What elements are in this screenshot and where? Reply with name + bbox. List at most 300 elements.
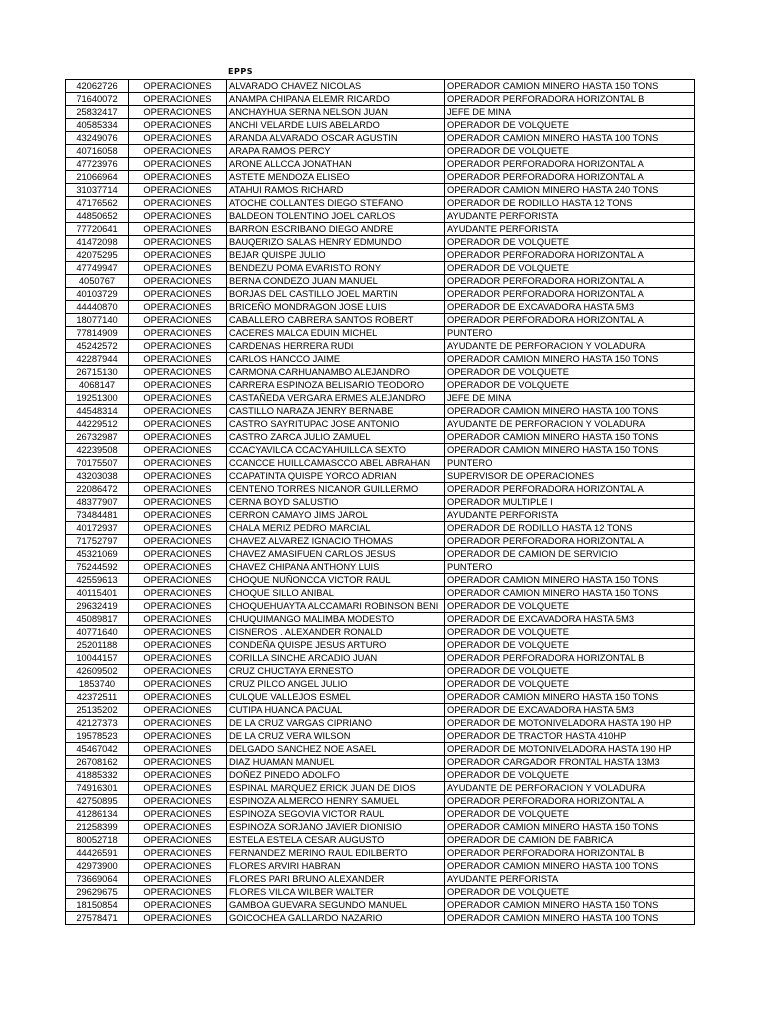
table-row[interactable] (66, 301, 695, 314)
position-cell[interactable]: OPERADOR PERFORADORA HORIZONTAL A (445, 171, 695, 184)
name-cell[interactable]: DELGADO SANCHEZ NOE ASAEL (227, 743, 445, 756)
name-cell[interactable]: CERRON CAMAYO JIMS JAROL (227, 509, 445, 522)
area-cell[interactable]: OPERACIONES (129, 210, 227, 223)
dni-cell[interactable]: 27578471 (66, 912, 129, 925)
position-cell[interactable]: OPERADOR CAMION MINERO HASTA 150 TONS (445, 574, 695, 587)
area-cell[interactable]: OPERACIONES (129, 405, 227, 418)
table-row[interactable] (66, 80, 695, 93)
area-cell[interactable]: OPERACIONES (129, 561, 227, 574)
area-cell[interactable]: OPERACIONES (129, 600, 227, 613)
position-cell[interactable]: AYUDANTE DE PERFORACION Y VOLADURA (445, 782, 695, 795)
area-cell[interactable]: OPERACIONES (129, 171, 227, 184)
position-cell[interactable]: OPERADOR DE VOLQUETE (445, 639, 695, 652)
table-row[interactable] (66, 769, 695, 782)
name-cell[interactable]: CHOQUE SILLO ANIBAL (227, 587, 445, 600)
name-cell[interactable]: BARRON ESCRIBANO DIEGO ANDRE (227, 223, 445, 236)
dni-cell[interactable]: 43203038 (66, 470, 129, 483)
name-cell[interactable]: GOICOCHEA GALLARDO NAZARIO (227, 912, 445, 925)
name-cell[interactable]: CRUZ PILCO ANGEL JULIO (227, 678, 445, 691)
area-cell[interactable]: OPERACIONES (129, 496, 227, 509)
position-cell[interactable]: AYUDANTE DE PERFORACION Y VOLADURA (445, 418, 695, 431)
area-cell[interactable]: OPERACIONES (129, 886, 227, 899)
area-cell[interactable]: OPERACIONES (129, 782, 227, 795)
area-cell[interactable]: OPERACIONES (129, 418, 227, 431)
dni-cell[interactable]: 47176562 (66, 197, 129, 210)
dni-cell[interactable]: 48377907 (66, 496, 129, 509)
dni-cell[interactable]: 80052718 (66, 834, 129, 847)
dni-cell[interactable]: 26732987 (66, 431, 129, 444)
dni-cell[interactable]: 40771640 (66, 626, 129, 639)
position-cell[interactable]: OPERADOR DE EXCAVADORA HASTA 5M3 (445, 613, 695, 626)
table-row[interactable] (66, 535, 695, 548)
position-cell[interactable]: OPERADOR PERFORADORA HORIZONTAL A (445, 249, 695, 262)
dni-cell[interactable]: 21066964 (66, 171, 129, 184)
position-cell[interactable]: OPERADOR PERFORADORA HORIZONTAL A (445, 158, 695, 171)
name-cell[interactable]: CASTILLO NARAZA JENRY BERNABE (227, 405, 445, 418)
name-cell[interactable]: CONDEÑA QUISPE JESUS ARTURO (227, 639, 445, 652)
table-row[interactable] (66, 119, 695, 132)
area-cell[interactable]: OPERACIONES (129, 444, 227, 457)
area-cell[interactable]: OPERACIONES (129, 587, 227, 600)
position-cell[interactable]: OPERADOR DE MOTONIVELADORA HASTA 190 HP (445, 717, 695, 730)
table-row[interactable] (66, 496, 695, 509)
name-cell[interactable]: ARANDA ALVARADO OSCAR AGUSTIN (227, 132, 445, 145)
area-cell[interactable]: OPERACIONES (129, 223, 227, 236)
table-row[interactable] (66, 691, 695, 704)
dni-cell[interactable]: 75244592 (66, 561, 129, 574)
dni-cell[interactable]: 42062726 (66, 80, 129, 93)
area-cell[interactable]: OPERACIONES (129, 145, 227, 158)
table-row[interactable] (66, 106, 695, 119)
dni-cell[interactable]: 42372511 (66, 691, 129, 704)
dni-cell[interactable]: 73484481 (66, 509, 129, 522)
area-cell[interactable]: OPERACIONES (129, 327, 227, 340)
dni-cell[interactable]: 45242572 (66, 340, 129, 353)
area-cell[interactable]: OPERACIONES (129, 379, 227, 392)
table-row[interactable] (66, 379, 695, 392)
position-cell[interactable]: OPERADOR DE VOLQUETE (445, 626, 695, 639)
area-cell[interactable]: OPERACIONES (129, 132, 227, 145)
name-cell[interactable]: FLORES PARI BRUNO ALEXANDER (227, 873, 445, 886)
position-cell[interactable]: OPERADOR PERFORADORA HORIZONTAL B (445, 652, 695, 665)
dni-cell[interactable]: 31037714 (66, 184, 129, 197)
table-row[interactable] (66, 743, 695, 756)
area-cell[interactable]: OPERACIONES (129, 431, 227, 444)
position-cell[interactable]: OPERADOR DE VOLQUETE (445, 678, 695, 691)
name-cell[interactable]: BALDEON TOLENTINO JOEL CARLOS (227, 210, 445, 223)
dni-cell[interactable]: 44229512 (66, 418, 129, 431)
dni-cell[interactable]: 41286134 (66, 808, 129, 821)
table-row[interactable] (66, 730, 695, 743)
position-cell[interactable]: OPERADOR CAMION MINERO HASTA 150 TONS (445, 587, 695, 600)
area-cell[interactable]: OPERACIONES (129, 301, 227, 314)
area-cell[interactable]: OPERACIONES (129, 860, 227, 873)
table-row[interactable] (66, 717, 695, 730)
position-cell[interactable]: OPERADOR DE RODILLO HASTA 12 TONS (445, 197, 695, 210)
name-cell[interactable]: BAUQERIZO SALAS HENRY EDMUNDO (227, 236, 445, 249)
name-cell[interactable]: CACERES MALCA EDUIN MICHEL (227, 327, 445, 340)
name-cell[interactable]: ASTETE MENDOZA ELISEO (227, 171, 445, 184)
area-cell[interactable]: OPERACIONES (129, 483, 227, 496)
table-row[interactable] (66, 249, 695, 262)
name-cell[interactable]: CABALLERO CABRERA SANTOS ROBERT (227, 314, 445, 327)
dni-cell[interactable]: 21258399 (66, 821, 129, 834)
name-cell[interactable]: CHOQUE NUÑONCCA VICTOR RAUL (227, 574, 445, 587)
dni-cell[interactable]: 44440870 (66, 301, 129, 314)
dni-cell[interactable]: 42287944 (66, 353, 129, 366)
table-row[interactable] (66, 821, 695, 834)
dni-cell[interactable]: 77814909 (66, 327, 129, 340)
position-cell[interactable]: OPERADOR CAMION MINERO HASTA 150 TONS (445, 899, 695, 912)
dni-cell[interactable]: 45321069 (66, 548, 129, 561)
table-row[interactable] (66, 366, 695, 379)
name-cell[interactable]: CISNEROS . ALEXANDER RONALD (227, 626, 445, 639)
dni-cell[interactable]: 18077140 (66, 314, 129, 327)
position-cell[interactable]: OPERADOR DE CAMION DE FABRICA (445, 834, 695, 847)
dni-cell[interactable]: 43249076 (66, 132, 129, 145)
table-row[interactable] (66, 912, 695, 925)
position-cell[interactable]: OPERADOR PERFORADORA HORIZONTAL B (445, 93, 695, 106)
dni-cell[interactable]: 73669064 (66, 873, 129, 886)
position-cell[interactable]: OPERADOR CAMION MINERO HASTA 100 TONS (445, 912, 695, 925)
table-row[interactable] (66, 808, 695, 821)
area-cell[interactable]: OPERACIONES (129, 730, 227, 743)
area-cell[interactable]: OPERACIONES (129, 93, 227, 106)
name-cell[interactable]: CARMONA CARHUANAMBO ALEJANDRO (227, 366, 445, 379)
dni-cell[interactable]: 29629675 (66, 886, 129, 899)
area-cell[interactable]: OPERACIONES (129, 873, 227, 886)
dni-cell[interactable]: 44426591 (66, 847, 129, 860)
area-cell[interactable]: OPERACIONES (129, 535, 227, 548)
name-cell[interactable]: BORJAS DEL CASTILLO JOEL MARTIN (227, 288, 445, 301)
dni-cell[interactable]: 22086472 (66, 483, 129, 496)
name-cell[interactable]: CCAPATINTA QUISPE YORCO ADRIAN (227, 470, 445, 483)
name-cell[interactable]: ANCHI VELARDE LUIS ABELARDO (227, 119, 445, 132)
table-row[interactable] (66, 873, 695, 886)
dni-cell[interactable]: 42750895 (66, 795, 129, 808)
table-row[interactable] (66, 522, 695, 535)
position-cell[interactable]: OPERADOR CAMION MINERO HASTA 100 TONS (445, 405, 695, 418)
table-row[interactable] (66, 834, 695, 847)
position-cell[interactable]: AYUDANTE PERFORISTA (445, 223, 695, 236)
dni-cell[interactable]: 42239508 (66, 444, 129, 457)
name-cell[interactable]: BEJAR QUISPE JULIO (227, 249, 445, 262)
name-cell[interactable]: CHUQUIMANGO MALIMBA MODESTO (227, 613, 445, 626)
position-cell[interactable]: OPERADOR PERFORADORA HORIZONTAL A (445, 795, 695, 808)
area-cell[interactable]: OPERACIONES (129, 665, 227, 678)
dni-cell[interactable]: 40103729 (66, 288, 129, 301)
position-cell[interactable]: OPERADOR DE TRACTOR HASTA 410HP (445, 730, 695, 743)
name-cell[interactable]: ANAMPA CHIPANA ELEMR RICARDO (227, 93, 445, 106)
table-row[interactable] (66, 93, 695, 106)
position-cell[interactable]: AYUDANTE PERFORISTA (445, 509, 695, 522)
dni-cell[interactable]: 25201188 (66, 639, 129, 652)
dni-cell[interactable]: 1853740 (66, 678, 129, 691)
table-row[interactable] (66, 236, 695, 249)
position-cell[interactable]: OPERADOR DE VOLQUETE (445, 665, 695, 678)
name-cell[interactable]: CASTRO SAYRITUPAC JOSE ANTONIO (227, 418, 445, 431)
position-cell[interactable]: OPERADOR DE EXCAVADORA HASTA 5M3 (445, 301, 695, 314)
position-cell[interactable]: OPERADOR DE VOLQUETE (445, 886, 695, 899)
area-cell[interactable]: OPERACIONES (129, 353, 227, 366)
name-cell[interactable]: BRICEÑO MONDRAGON JOSE LUIS (227, 301, 445, 314)
dni-cell[interactable]: 41885332 (66, 769, 129, 782)
name-cell[interactable]: GAMBOA GUEVARA SEGUNDO MANUEL (227, 899, 445, 912)
position-cell[interactable]: OPERADOR DE VOLQUETE (445, 119, 695, 132)
name-cell[interactable]: BERNA CONDEZO JUAN MANUEL (227, 275, 445, 288)
dni-cell[interactable]: 45089817 (66, 613, 129, 626)
name-cell[interactable]: DIAZ HUAMAN MANUEL (227, 756, 445, 769)
position-cell[interactable]: OPERADOR MULTIPLE I (445, 496, 695, 509)
position-cell[interactable]: PUNTERO (445, 561, 695, 574)
table-row[interactable] (66, 171, 695, 184)
position-cell[interactable]: OPERADOR PERFORADORA HORIZONTAL A (445, 535, 695, 548)
dni-cell[interactable]: 45467042 (66, 743, 129, 756)
name-cell[interactable]: DE LA CRUZ VARGAS CIPRIANO (227, 717, 445, 730)
position-cell[interactable]: OPERADOR CAMION MINERO HASTA 150 TONS (445, 80, 695, 93)
name-cell[interactable]: CHAVEZ AMASIFUEN CARLOS JESUS (227, 548, 445, 561)
area-cell[interactable]: OPERACIONES (129, 457, 227, 470)
name-cell[interactable]: CHOQUEHUAYTA ALCCAMARI ROBINSON BENI (227, 600, 445, 613)
area-cell[interactable]: OPERACIONES (129, 470, 227, 483)
table-row[interactable] (66, 418, 695, 431)
position-cell[interactable]: OPERADOR DE VOLQUETE (445, 145, 695, 158)
dni-cell[interactable]: 40585334 (66, 119, 129, 132)
area-cell[interactable]: OPERACIONES (129, 574, 227, 587)
name-cell[interactable]: CASTRO ZARCA JULIO ZAMUEL (227, 431, 445, 444)
area-cell[interactable]: OPERACIONES (129, 275, 227, 288)
name-cell[interactable]: ANCHAYHUA SERNA NELSON JUAN (227, 106, 445, 119)
table-row[interactable] (66, 678, 695, 691)
position-cell[interactable]: OPERADOR DE VOLQUETE (445, 379, 695, 392)
area-cell[interactable]: OPERACIONES (129, 821, 227, 834)
table-row[interactable] (66, 613, 695, 626)
dni-cell[interactable]: 4050767 (66, 275, 129, 288)
name-cell[interactable]: CCACYAVILCA CCACYAHUILLCA SEXTO (227, 444, 445, 457)
name-cell[interactable]: ESPINOZA ALMERCO HENRY SAMUEL (227, 795, 445, 808)
table-row[interactable] (66, 197, 695, 210)
name-cell[interactable]: CARDENAS HERRERA RUDI (227, 340, 445, 353)
table-row[interactable] (66, 132, 695, 145)
table-row[interactable] (66, 847, 695, 860)
dni-cell[interactable]: 70175507 (66, 457, 129, 470)
name-cell[interactable]: CULQUE VALLEJOS ESMEL (227, 691, 445, 704)
dni-cell[interactable]: 10044157 (66, 652, 129, 665)
table-row[interactable] (66, 457, 695, 470)
area-cell[interactable]: OPERACIONES (129, 769, 227, 782)
position-cell[interactable]: OPERADOR DE VOLQUETE (445, 236, 695, 249)
dni-cell[interactable]: 77720641 (66, 223, 129, 236)
name-cell[interactable]: CASTAÑEDA VERGARA ERMES ALEJANDRO (227, 392, 445, 405)
position-cell[interactable]: OPERADOR CAMION MINERO HASTA 240 TONS (445, 184, 695, 197)
dni-cell[interactable]: 47723976 (66, 158, 129, 171)
dni-cell[interactable]: 29632419 (66, 600, 129, 613)
area-cell[interactable]: OPERACIONES (129, 119, 227, 132)
dni-cell[interactable]: 42559613 (66, 574, 129, 587)
name-cell[interactable]: CENTENO TORRES NICANOR GUILLERMO (227, 483, 445, 496)
name-cell[interactable]: CUTIPA HUANCA PACUAL (227, 704, 445, 717)
name-cell[interactable]: ARONE ALLCCA JONATHAN (227, 158, 445, 171)
area-cell[interactable]: OPERACIONES (129, 522, 227, 535)
area-cell[interactable]: OPERACIONES (129, 262, 227, 275)
dni-cell[interactable]: 71640072 (66, 93, 129, 106)
table-row[interactable] (66, 158, 695, 171)
area-cell[interactable]: OPERACIONES (129, 314, 227, 327)
name-cell[interactable]: FLORES VILCA WILBER WALTER (227, 886, 445, 899)
table-row[interactable] (66, 509, 695, 522)
area-cell[interactable]: OPERACIONES (129, 743, 227, 756)
name-cell[interactable]: ARAPA RAMOS PERCY (227, 145, 445, 158)
position-cell[interactable]: OPERADOR DE CAMION DE SERVICIO (445, 548, 695, 561)
area-cell[interactable]: OPERACIONES (129, 912, 227, 925)
dni-cell[interactable]: 47749947 (66, 262, 129, 275)
area-cell[interactable]: OPERACIONES (129, 392, 227, 405)
name-cell[interactable]: CARLOS HANCCO JAIME (227, 353, 445, 366)
area-cell[interactable]: OPERACIONES (129, 626, 227, 639)
table-row[interactable] (66, 223, 695, 236)
area-cell[interactable]: OPERACIONES (129, 548, 227, 561)
area-cell[interactable]: OPERACIONES (129, 288, 227, 301)
position-cell[interactable]: PUNTERO (445, 327, 695, 340)
position-cell[interactable]: OPERADOR CAMION MINERO HASTA 100 TONS (445, 860, 695, 873)
dni-cell[interactable]: 42075295 (66, 249, 129, 262)
position-cell[interactable]: OPERADOR CARGADOR FRONTAL HASTA 13M3 (445, 756, 695, 769)
position-cell[interactable]: OPERADOR CAMION MINERO HASTA 150 TONS (445, 431, 695, 444)
table-row[interactable] (66, 587, 695, 600)
area-cell[interactable]: OPERACIONES (129, 184, 227, 197)
name-cell[interactable]: CARRERA ESPINOZA BELISARIO TEODORO (227, 379, 445, 392)
table-row[interactable] (66, 288, 695, 301)
position-cell[interactable]: OPERADOR DE VOLQUETE (445, 769, 695, 782)
table-row[interactable] (66, 353, 695, 366)
area-cell[interactable]: OPERACIONES (129, 509, 227, 522)
position-cell[interactable]: OPERADOR CAMION MINERO HASTA 150 TONS (445, 353, 695, 366)
area-cell[interactable]: OPERACIONES (129, 652, 227, 665)
area-cell[interactable]: OPERACIONES (129, 158, 227, 171)
dni-cell[interactable]: 42973900 (66, 860, 129, 873)
position-cell[interactable]: OPERADOR DE VOLQUETE (445, 366, 695, 379)
area-cell[interactable]: OPERACIONES (129, 756, 227, 769)
position-cell[interactable]: OPERADOR DE EXCAVADORA HASTA 5M3 (445, 704, 695, 717)
dni-cell[interactable]: 18150854 (66, 899, 129, 912)
table-row[interactable] (66, 782, 695, 795)
dni-cell[interactable]: 25135202 (66, 704, 129, 717)
name-cell[interactable]: BENDEZU POMA EVARISTO RONY (227, 262, 445, 275)
dni-cell[interactable]: 44850652 (66, 210, 129, 223)
area-cell[interactable]: OPERACIONES (129, 639, 227, 652)
area-cell[interactable]: OPERACIONES (129, 717, 227, 730)
table-row[interactable] (66, 470, 695, 483)
table-row[interactable] (66, 314, 695, 327)
table-row[interactable] (66, 639, 695, 652)
dni-cell[interactable]: 44548314 (66, 405, 129, 418)
dni-cell[interactable]: 74916301 (66, 782, 129, 795)
table-row[interactable] (66, 392, 695, 405)
position-cell[interactable]: JEFE DE MINA (445, 392, 695, 405)
area-cell[interactable]: OPERACIONES (129, 704, 227, 717)
name-cell[interactable]: FLORES ARVIRI HABRAN (227, 860, 445, 873)
table-row[interactable] (66, 626, 695, 639)
dni-cell[interactable]: 26715130 (66, 366, 129, 379)
dni-cell[interactable]: 19578523 (66, 730, 129, 743)
table-row[interactable] (66, 548, 695, 561)
table-row[interactable] (66, 145, 695, 158)
table-row[interactable] (66, 665, 695, 678)
position-cell[interactable]: JEFE DE MINA (445, 106, 695, 119)
name-cell[interactable]: DE LA CRUZ VERA WILSON (227, 730, 445, 743)
name-cell[interactable]: CERNA BOYD SALUSTIO (227, 496, 445, 509)
position-cell[interactable]: SUPERVISOR DE OPERACIONES (445, 470, 695, 483)
table-row[interactable] (66, 899, 695, 912)
dni-cell[interactable]: 42609502 (66, 665, 129, 678)
position-cell[interactable]: OPERADOR DE VOLQUETE (445, 262, 695, 275)
table-row[interactable] (66, 431, 695, 444)
position-cell[interactable]: AYUDANTE PERFORISTA (445, 873, 695, 886)
table-row[interactable] (66, 405, 695, 418)
table-row[interactable] (66, 210, 695, 223)
table-row[interactable] (66, 262, 695, 275)
dni-cell[interactable]: 4068147 (66, 379, 129, 392)
table-row[interactable] (66, 600, 695, 613)
table-row[interactable] (66, 184, 695, 197)
dni-cell[interactable]: 41472098 (66, 236, 129, 249)
area-cell[interactable]: OPERACIONES (129, 795, 227, 808)
name-cell[interactable]: ATOCHE COLLANTES DIEGO STEFANO (227, 197, 445, 210)
area-cell[interactable]: OPERACIONES (129, 366, 227, 379)
position-cell[interactable]: OPERADOR PERFORADORA HORIZONTAL A (445, 288, 695, 301)
area-cell[interactable]: OPERACIONES (129, 340, 227, 353)
position-cell[interactable]: OPERADOR DE RODILLO HASTA 12 TONS (445, 522, 695, 535)
area-cell[interactable]: OPERACIONES (129, 808, 227, 821)
area-cell[interactable]: OPERACIONES (129, 613, 227, 626)
area-cell[interactable]: OPERACIONES (129, 834, 227, 847)
name-cell[interactable]: CRUZ CHUCTAYA ERNESTO (227, 665, 445, 678)
table-row[interactable] (66, 795, 695, 808)
name-cell[interactable]: ATAHUI RAMOS RICHARD (227, 184, 445, 197)
table-row[interactable] (66, 704, 695, 717)
position-cell[interactable]: OPERADOR CAMION MINERO HASTA 100 TONS (445, 132, 695, 145)
name-cell[interactable]: DOÑEZ PINEDO ADOLFO (227, 769, 445, 782)
dni-cell[interactable]: 40172937 (66, 522, 129, 535)
dni-cell[interactable]: 42127373 (66, 717, 129, 730)
name-cell[interactable]: CORILLA SINCHE ARCADIO JUAN (227, 652, 445, 665)
table-row[interactable] (66, 340, 695, 353)
area-cell[interactable]: OPERACIONES (129, 249, 227, 262)
area-cell[interactable]: OPERACIONES (129, 691, 227, 704)
table-row[interactable] (66, 652, 695, 665)
table-row[interactable] (66, 574, 695, 587)
table-row[interactable] (66, 886, 695, 899)
position-cell[interactable]: OPERADOR DE VOLQUETE (445, 600, 695, 613)
dni-cell[interactable]: 40716058 (66, 145, 129, 158)
name-cell[interactable]: FERNANDEZ MERINO RAUL EDILBERTO (227, 847, 445, 860)
name-cell[interactable]: CHAVEZ CHIPANA ANTHONY LUIS (227, 561, 445, 574)
position-cell[interactable]: AYUDANTE PERFORISTA (445, 210, 695, 223)
name-cell[interactable]: ESPINAL MARQUEZ ERICK JUAN DE DIOS (227, 782, 445, 795)
name-cell[interactable]: CHALA MERIZ PEDRO MARCIAL (227, 522, 445, 535)
position-cell[interactable]: OPERADOR CAMION MINERO HASTA 150 TONS (445, 691, 695, 704)
position-cell[interactable]: OPERADOR PERFORADORA HORIZONTAL A (445, 483, 695, 496)
position-cell[interactable]: OPERADOR PERFORADORA HORIZONTAL A (445, 275, 695, 288)
table-row[interactable] (66, 756, 695, 769)
name-cell[interactable]: ESPINOZA SORJANO JAVIER DIONISIO (227, 821, 445, 834)
position-cell[interactable]: OPERADOR CAMION MINERO HASTA 150 TONS (445, 821, 695, 834)
name-cell[interactable]: CHAVEZ ALVAREZ IGNACIO THOMAS (227, 535, 445, 548)
area-cell[interactable]: OPERACIONES (129, 197, 227, 210)
dni-cell[interactable]: 19251300 (66, 392, 129, 405)
table-row[interactable] (66, 860, 695, 873)
position-cell[interactable]: OPERADOR PERFORADORA HORIZONTAL A (445, 314, 695, 327)
